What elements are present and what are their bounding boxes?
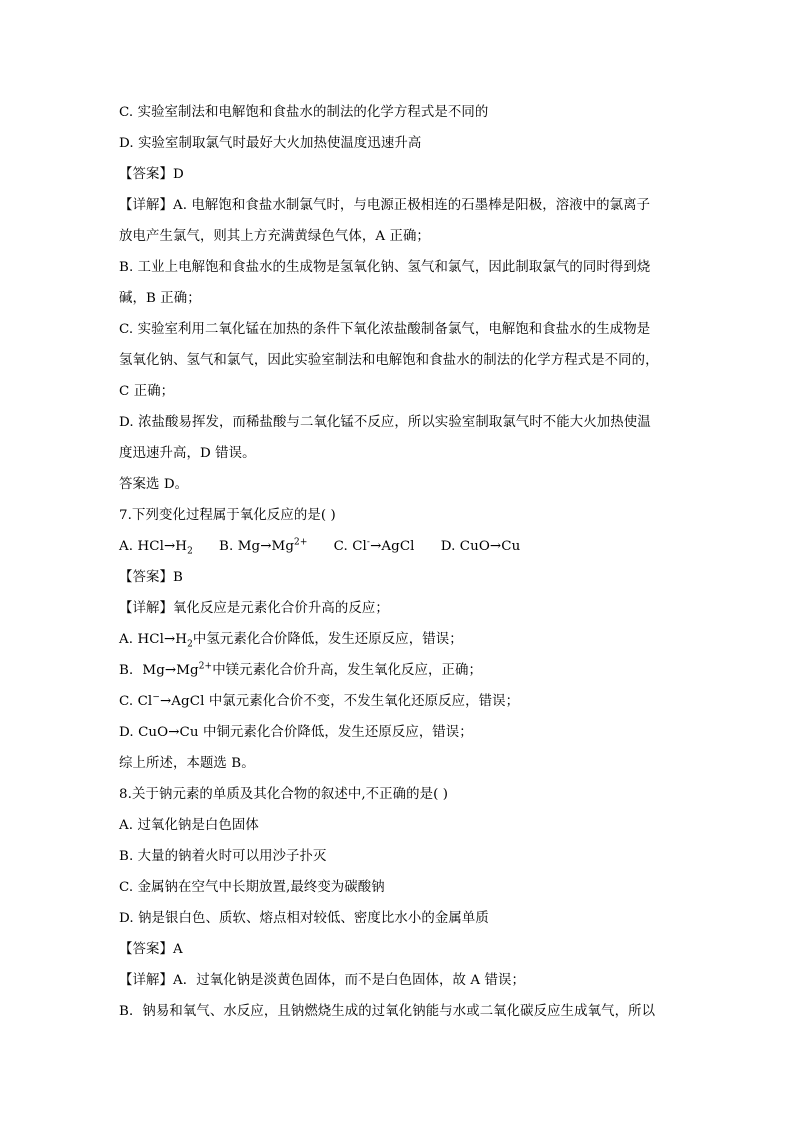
text-line: B．钠易和氧气、水反应，且钠燃烧生成的过氧化钠能与水或二氧化碳反应生成氧气，所以 — [119, 1004, 656, 1019]
text-line: 碱，B 正确； — [119, 291, 201, 306]
text-line: 度迅速升高，D 错误。 — [119, 446, 256, 461]
text-line — [119, 537, 689, 557]
text-line: 【详解】A. 电解饱和食盐水制氯气时，与电源正极相连的石墨棒是阳极，溶液中的氯离子 — [119, 198, 651, 213]
text-line: 综上所述，本题选 B。 — [119, 756, 255, 771]
text-line: B. 工业上电解饱和食盐水的生成物是氢氧化钠、氢气和氯气，因此制取氯气的同时得到烧 — [119, 260, 651, 275]
text-line: 【答案】B — [119, 570, 183, 585]
text-line: 【答案】A — [119, 942, 183, 957]
text-line — [119, 661, 689, 681]
text-line: 7.下列变化过程属于氧化反应的是( ) — [119, 508, 336, 523]
text-line: B. 大量的钠着火时可以用沙子扑灭 — [119, 849, 327, 864]
text-line: 8.关于钠元素的单质及其化合物的叙述中,不正确的是( ) — [119, 787, 449, 802]
text-line — [119, 630, 689, 650]
text-run: 中氢元素化合价降低，发生还原反应，错误； — [192, 632, 463, 647]
superscript: 2+ — [198, 661, 213, 672]
text-line: 放电产生氯气，则其上方充满黄绿色气体，A 正确； — [119, 229, 430, 244]
text-run: C. Cl — [307, 539, 367, 554]
text-line: C. 实验室利用二氧化锰在加热的条件下氧化浓盐酸制备氯气，电解饱和食盐水的生成物是 — [119, 322, 651, 337]
text-line: A. 过氧化钠是白色固体 — [119, 818, 259, 833]
text-line: C 正确； — [119, 384, 175, 399]
text-line: 【详解】氧化反应是元素化合价升高的反应； — [119, 601, 389, 616]
text-run: 中镁元素化合价升高，发生氧化反应，正确； — [212, 663, 482, 678]
superscript: − — [152, 692, 160, 703]
text-run: C. Cl — [119, 694, 153, 709]
subscript: 2 — [187, 546, 193, 557]
text-run: A. HCl→H — [119, 632, 188, 647]
text-line: 答案选 D。 — [119, 477, 189, 492]
text-line: D. CuO→Cu 中铜元素化合价降低，发生还原反应，错误； — [119, 725, 473, 740]
text-line: D. 实验室制取氯气时最好大火加热使温度迅速升高 — [119, 136, 422, 151]
text-run: →AgCl 中氯元素化合价不变，不发生氧化还原反应，错误； — [159, 694, 520, 709]
subscript: 2 — [187, 639, 193, 650]
text-line: D. 钠是银白色、质软、熔点相对较低、密度比水小的金属单质 — [119, 911, 489, 926]
text-line: C. 金属钠在空气中长期放置,最终变为碳酸钠 — [119, 880, 385, 895]
text-line: 【答案】D — [119, 167, 184, 182]
text-line: 【详解】A．过氧化钠是淡黄色固体，而不是白色固体，故 A 错误； — [119, 973, 525, 988]
text-run: A. HCl→H — [119, 539, 188, 554]
text-run: B. Mg→Mg — [192, 539, 294, 554]
text-line: D. 浓盐酸易挥发，而稀盐酸与二氧化锰不反应，所以实验室制取氯气时不能大火加热使温 — [119, 415, 651, 430]
superscript: 2+ — [294, 537, 308, 548]
text-line: C. 实验室制法和电解饱和食盐水的制法的化学方程式是不同的 — [119, 105, 489, 120]
text-run: B．Mg→Mg — [119, 663, 199, 678]
text-run: →AgCl D. CuO→Cu — [370, 539, 521, 554]
superscript: - — [366, 537, 371, 548]
text-line — [119, 692, 689, 712]
text-line: 氢氧化钠、氢气和氯气，因此实验室制法和电解饱和食盐水的制法的化学方程式是不同的， — [119, 353, 659, 368]
